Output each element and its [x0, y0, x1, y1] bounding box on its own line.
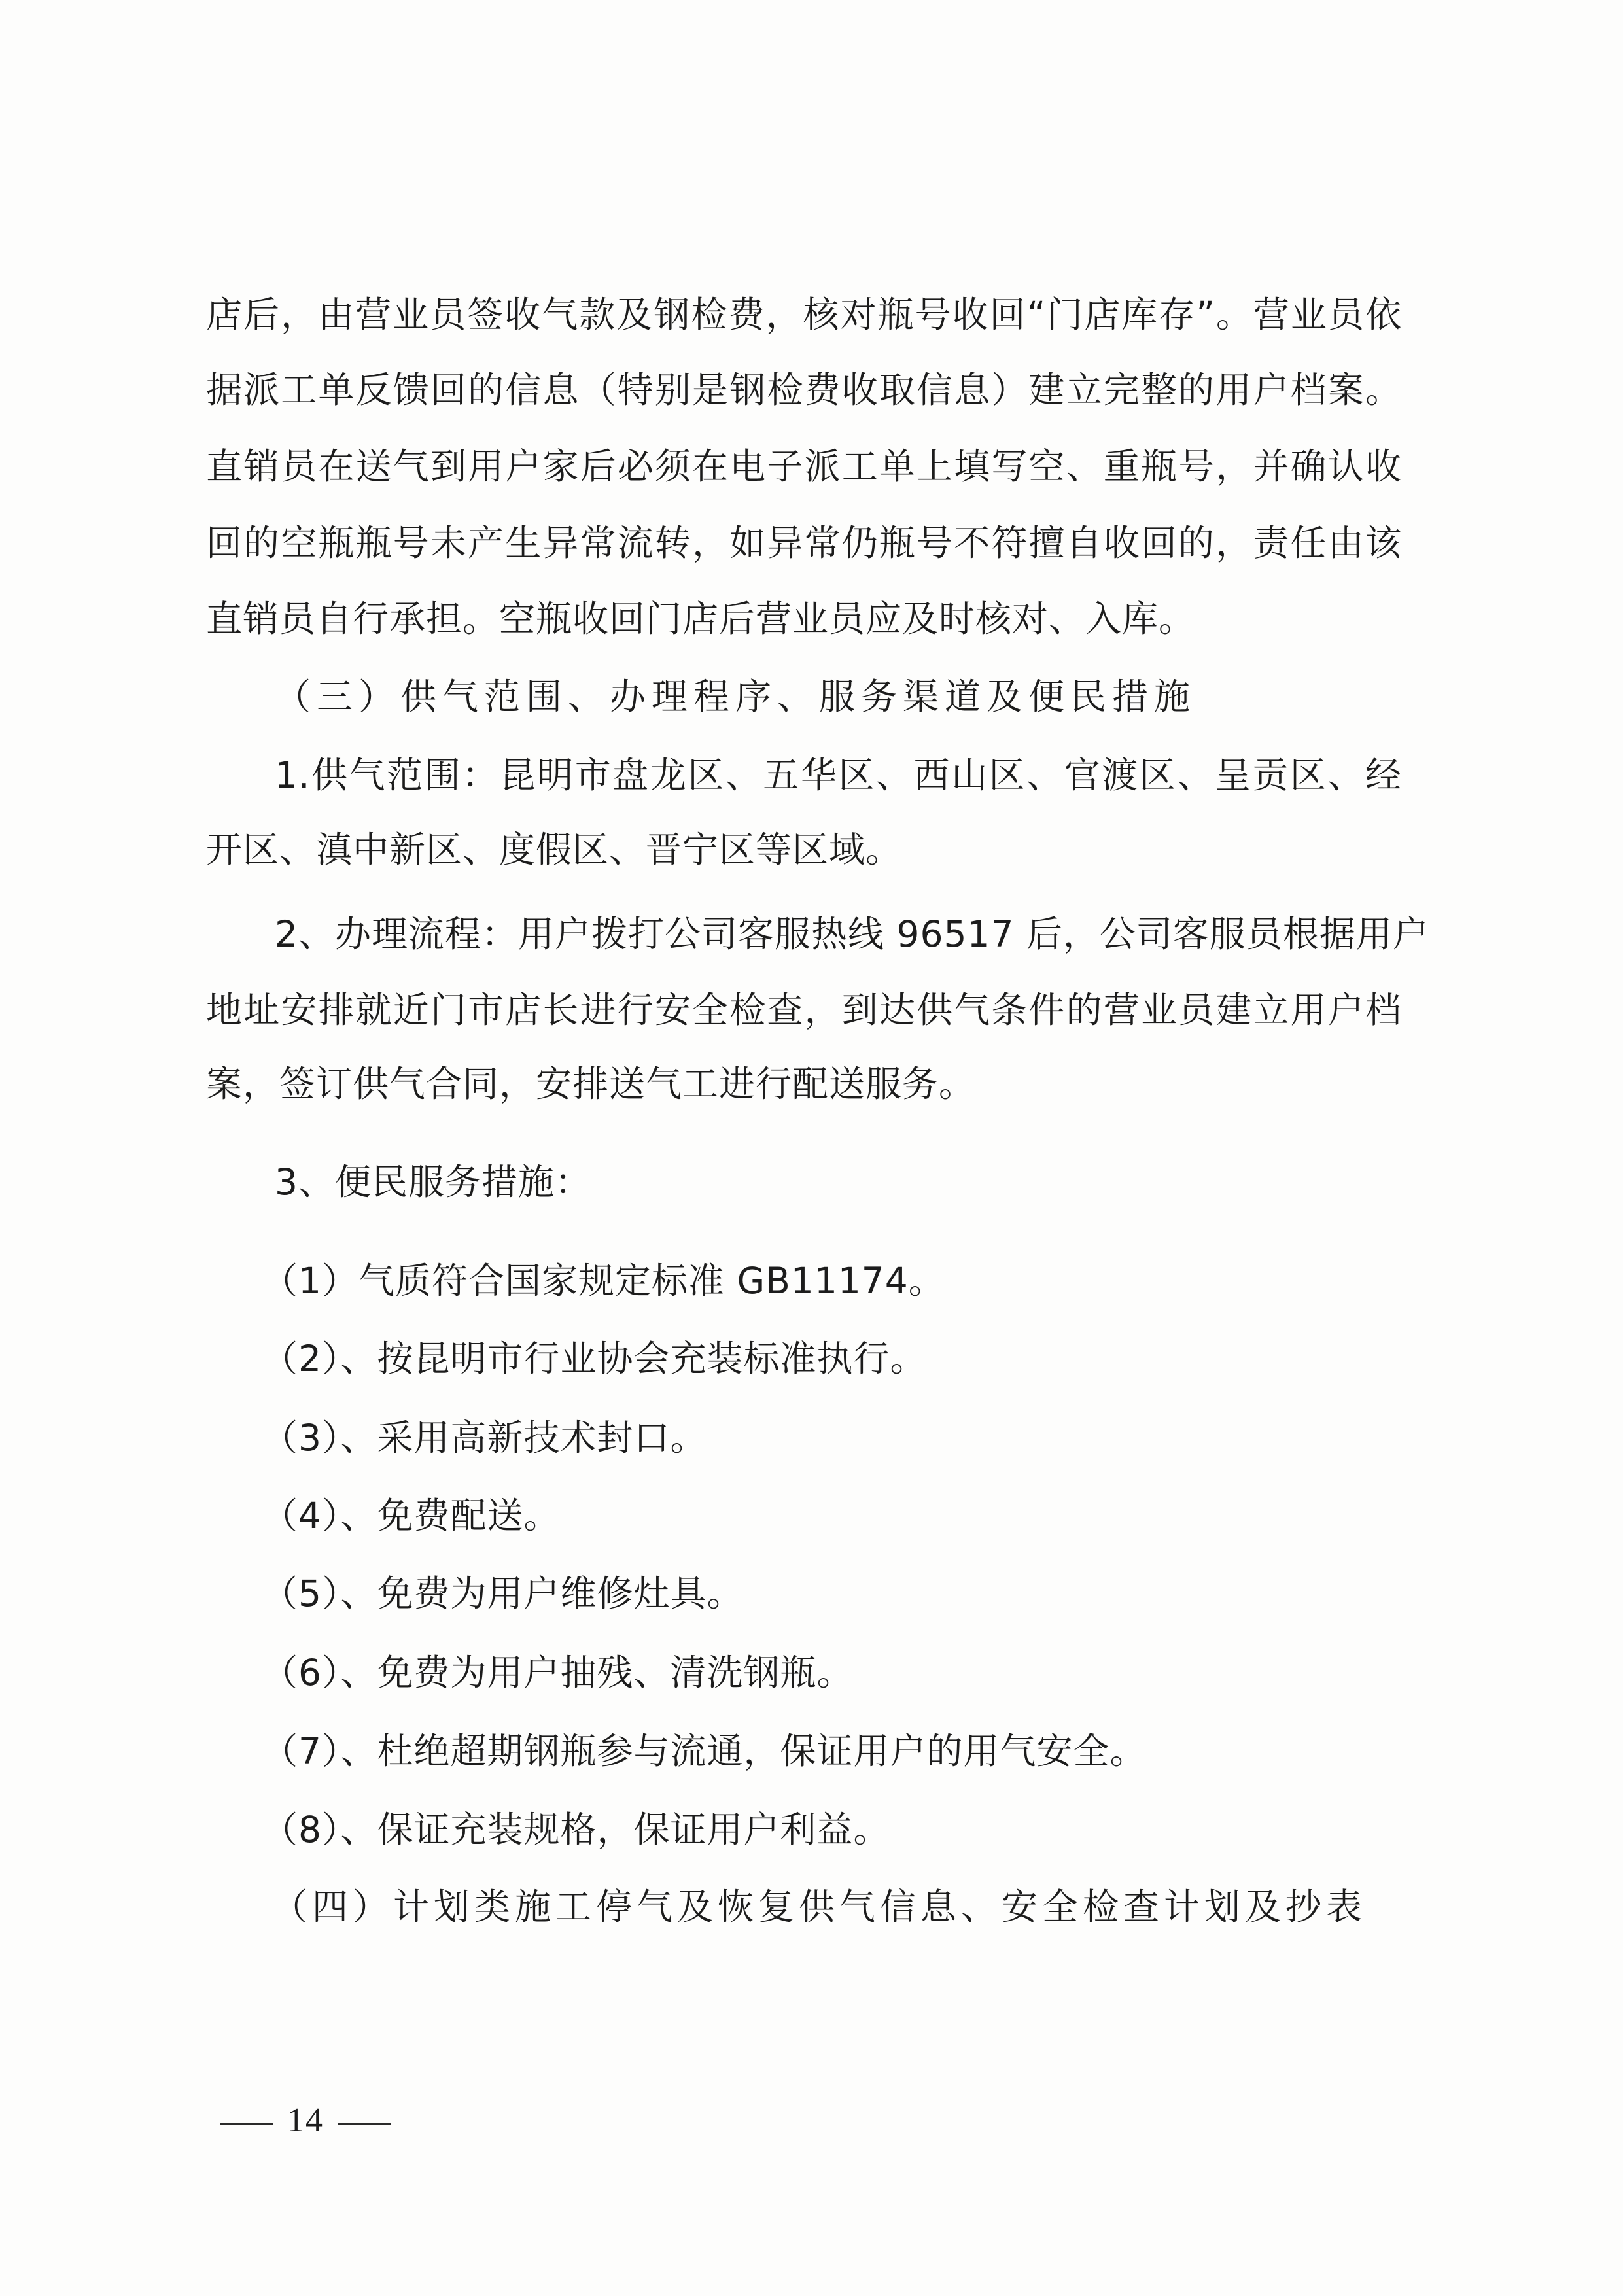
item-2-line: 2、办理流程：用户拨打公司客服热线 96517 后，公司客服员根据用户: [275, 913, 1429, 955]
item-3-title: 3、便民服务措施：: [275, 1161, 591, 1203]
paragraph-line: 直销员自行承担。空瓶收回门店后营业员应及时核对、入库。: [206, 598, 1196, 640]
page-number: 14: [287, 2102, 324, 2139]
paragraph-line: 回的空瓶瓶号未产生异常流转，如异常仍瓶号不符擅自收回的，责任由该: [206, 522, 1402, 564]
measure-item: （4）、免费配送。: [262, 1495, 561, 1537]
footer-dash-right: [338, 2123, 391, 2125]
paragraph-line: 直销员在送气到用户家后必须在电子派工单上填写空、重瓶号，并确认收: [206, 445, 1402, 487]
measure-item: （6）、免费为用户抽残、清洗钢瓶。: [262, 1652, 854, 1694]
item-2-line: 地址安排就近门市店长进行安全检查，到达供气条件的营业员建立用户档: [206, 989, 1402, 1031]
measure-item: （8）、保证充装规格，保证用户利益。: [262, 1809, 890, 1851]
item-1-line: 1.供气范围：昆明市盘龙区、五华区、西山区、官渡区、呈贡区、经: [275, 754, 1402, 796]
section-heading: （三）供气范围、办理程序、服务渠道及便民措施: [275, 676, 1196, 718]
paragraph-line: 据派工单反馈回的信息（特别是钢检费收取信息）建立完整的用户档案。: [206, 369, 1402, 411]
measure-item: （7）、杜绝超期钢瓶参与流通，保证用户的用气安全。: [262, 1730, 1147, 1772]
page-footer: [206, 2100, 405, 2142]
measure-item: （3）、采用高新技术封口。: [262, 1417, 707, 1459]
measure-item: （5）、免费为用户维修灶具。: [262, 1573, 744, 1614]
measure-item: （1）气质符合国家规定标准 GB11174。: [262, 1260, 945, 1302]
measure-item: （2）、按昆明市行业协会充装标准执行。: [262, 1338, 927, 1380]
section-heading: （四）计划类施工停气及恢复供气信息、安全检查计划及抄表: [271, 1886, 1367, 1928]
paragraph-line: 店后，由营业员签收气款及钢检费，核对瓶号收回“门店库存”。营业员依: [206, 294, 1402, 336]
footer-dash-left: [220, 2123, 273, 2125]
item-1-line: 开区、滇中新区、度假区、晋宁区等区域。: [206, 829, 903, 871]
item-2-line: 案，签订供气合同，安排送气工进行配送服务。: [206, 1063, 976, 1105]
